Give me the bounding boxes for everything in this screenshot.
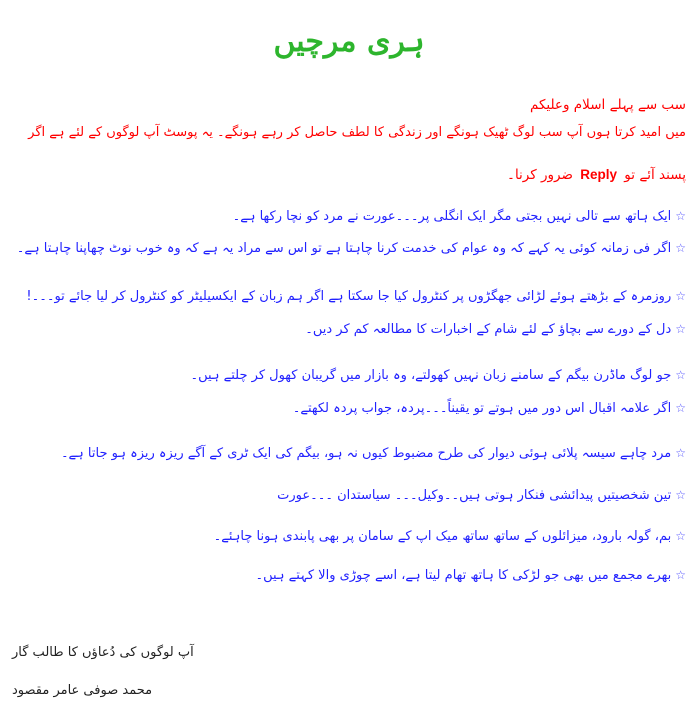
bullet-text: بھرے مجمع میں بھی جو لڑکی کا ہاتھ تھام لیتا ہے، اسے چوڑی والا کہتے ہیں۔: [255, 568, 672, 583]
bullet-text: روزمرہ کے بڑھتے ہوئے لڑائی جھگڑوں پر کنٹرول کیا جا سکتا ہے اگر ہم زبان کے ایکسیلیٹر کو کنٹرول کر لیا جائے تو۔۔۔!: [26, 289, 672, 304]
bullet-item: [26, 285, 686, 308]
star-icon: ☆: [675, 289, 686, 303]
bullet-item: [293, 397, 686, 420]
star-icon: ☆: [675, 322, 686, 336]
star-icon: ☆: [675, 368, 686, 382]
bullet-item: [17, 237, 686, 260]
star-icon: ☆: [675, 241, 686, 255]
star-icon: ☆: [675, 446, 686, 460]
bullet-text: بم، گولہ بارود، میزائلوں کے ساتھ ساتھ میک اپ کے سامان پر بھی پابندی ہونا چاہئے۔: [213, 529, 672, 544]
reply-word: Reply: [580, 167, 617, 182]
intro-line-2: [507, 164, 686, 186]
intro-greeting: سب سے پہلے اسلام وعلیکم: [529, 97, 686, 113]
intro-line-2-end: ضرور کرنا۔: [507, 167, 573, 183]
star-icon: ☆: [675, 401, 686, 415]
page-title: ہری مرچیں: [273, 24, 425, 59]
bullet-text: مرد چاہے سیسہ پلائی ہوئی دیوار کی طرح مضبوط کیوں نہ ہو، بیگم کی ایک ٹری کے آگے ریزہ ریزہ ہو جاتا ہے۔: [60, 446, 672, 461]
bullet-item: [233, 205, 686, 228]
bullet-item: [277, 484, 686, 507]
bullet-item: [214, 525, 686, 548]
bullet-text: دل کے دورے سے بچاؤ کے لئے شام کے اخبارات کا مطالعہ کم کر دیں۔: [305, 322, 672, 337]
star-icon: ☆: [675, 209, 686, 223]
bullet-text: جو لوگ ماڈرن بیگم کے سامنے زبان نہیں کھولتے، وہ بازار میں گریبان کھول کر چلتے ہیں۔: [190, 368, 672, 383]
bullet-text: اگر فی زمانہ کوئی یہ کہے کہ وہ عوام کی خدمت کرنا چاہتا ہے تو اس سے مراد یہ ہے کہ وہ خوب نوٹ چھاپنا چاہتا ہے۔: [16, 241, 672, 256]
bullet-item: [190, 364, 686, 387]
bullet-text: ایک ہاتھ سے تالی نہیں بجتی مگر ایک انگلی پر۔۔۔عورت نے مرد کو نچا رکھا ہے۔: [232, 209, 672, 224]
bullet-item: [61, 442, 686, 465]
signature-line-1: آپ لوگوں کی دُعاؤں کا طالب گار: [12, 645, 194, 660]
intro-line-2-start: پسند آئے تو: [624, 167, 686, 183]
signature-name: محمد صوفی عامر مقصود: [12, 683, 153, 698]
star-icon: ☆: [675, 529, 686, 543]
intro-line-1: میں امید کرتا ہوں آپ سب لوگ ٹھیک ہونگے اور زندگی کا لطف حاصل کر رہے ہونگے۔ یہ پوسٹ آپ لوگوں کے لئے ہے اگر: [28, 125, 686, 140]
star-icon: ☆: [675, 568, 686, 582]
bullet-item: [256, 564, 687, 587]
bullet-text: تین شخصیتیں پیدائشی فنکار ہوتی ہیں۔۔وکیل۔۔۔ سیاستدان ۔۔۔عورت: [277, 488, 672, 503]
star-icon: ☆: [675, 488, 686, 502]
bullet-text: اگر علامہ اقبال اس دور میں ہوتے تو یقیناً۔۔۔پردہ، جواب پردہ لکھتے۔: [292, 401, 672, 416]
bullet-item: [305, 318, 686, 341]
